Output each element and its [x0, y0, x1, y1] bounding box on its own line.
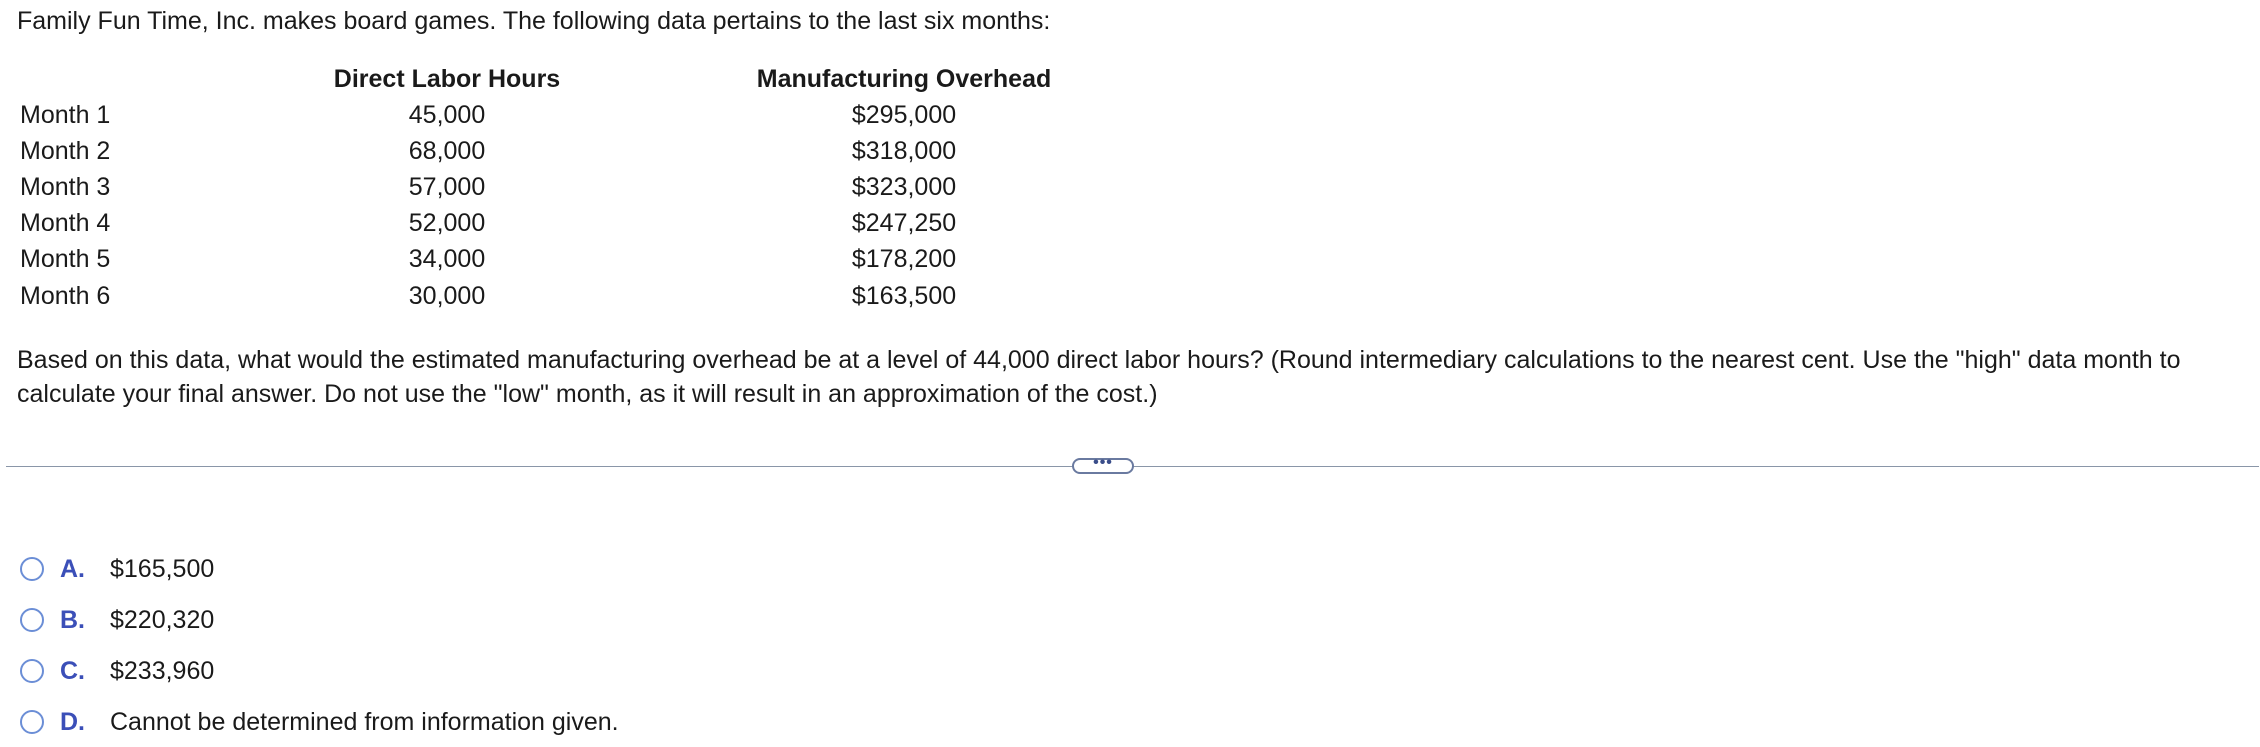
- question-text: Based on this data, what would the estimated manufacturing overhead be at a level of 44,000 direct labor hours? (Round intermediary calculations to the nearest cent. Use the "high" data month to calculate your final answer. Do not use the "low" month, as it will result in an approximation of the cost.): [17, 346, 2181, 408]
- more-options-button[interactable]: [1072, 454, 1134, 474]
- option-text: Cannot be determined from information given.: [110, 707, 619, 736]
- overhead-value: $247,250: [851, 209, 957, 237]
- radio-button[interactable]: [20, 557, 44, 581]
- overhead-value: $295,000: [851, 101, 957, 129]
- labor-hours-value: 68,000: [408, 137, 486, 165]
- option-b[interactable]: [20, 594, 619, 645]
- radio-button[interactable]: [20, 659, 44, 683]
- table-row: [0, 172, 1200, 208]
- overhead-value: $318,000: [851, 137, 957, 165]
- data-table: [0, 60, 1200, 320]
- option-text: $165,500: [110, 554, 215, 583]
- labor-hours-value: 57,000: [408, 173, 486, 201]
- labor-hours-value: 45,000: [408, 101, 486, 129]
- radio-button[interactable]: [20, 710, 44, 734]
- option-letter: D.: [60, 707, 85, 736]
- option-text: $233,960: [110, 656, 215, 685]
- option-letter: C.: [60, 656, 85, 685]
- month-label: Month 3: [20, 173, 111, 201]
- option-a[interactable]: [20, 543, 619, 594]
- overhead-value: $178,200: [851, 245, 957, 273]
- header-manufacturing-overhead: Manufacturing Overhead: [756, 65, 1052, 93]
- option-d[interactable]: [20, 696, 619, 747]
- overhead-value: $323,000: [851, 173, 957, 201]
- labor-hours-value: 52,000: [408, 209, 486, 237]
- month-label: Month 4: [20, 209, 111, 237]
- intro-text: Family Fun Time, Inc. makes board games. The following data pertains to the last six months:: [17, 7, 1051, 35]
- answer-options: [20, 543, 619, 747]
- ellipsis-icon: •••: [1093, 454, 1113, 471]
- header-direct-labor-hours: Direct Labor Hours: [333, 65, 561, 93]
- month-label: Month 6: [20, 282, 111, 310]
- table-row: [0, 100, 1200, 136]
- option-letter: A.: [60, 554, 85, 583]
- overhead-value: $163,500: [851, 282, 957, 310]
- labor-hours-value: 30,000: [408, 282, 486, 310]
- table-row: [0, 136, 1200, 172]
- month-label: Month 1: [20, 101, 111, 129]
- radio-button[interactable]: [20, 608, 44, 632]
- table-row: [0, 208, 1200, 244]
- table-row: [0, 244, 1200, 280]
- table-row: [0, 281, 1200, 317]
- labor-hours-value: 34,000: [408, 245, 486, 273]
- option-letter: B.: [60, 605, 85, 634]
- month-label: Month 2: [20, 137, 111, 165]
- option-c[interactable]: [20, 645, 619, 696]
- month-label: Month 5: [20, 245, 111, 273]
- option-text: $220,320: [110, 605, 215, 634]
